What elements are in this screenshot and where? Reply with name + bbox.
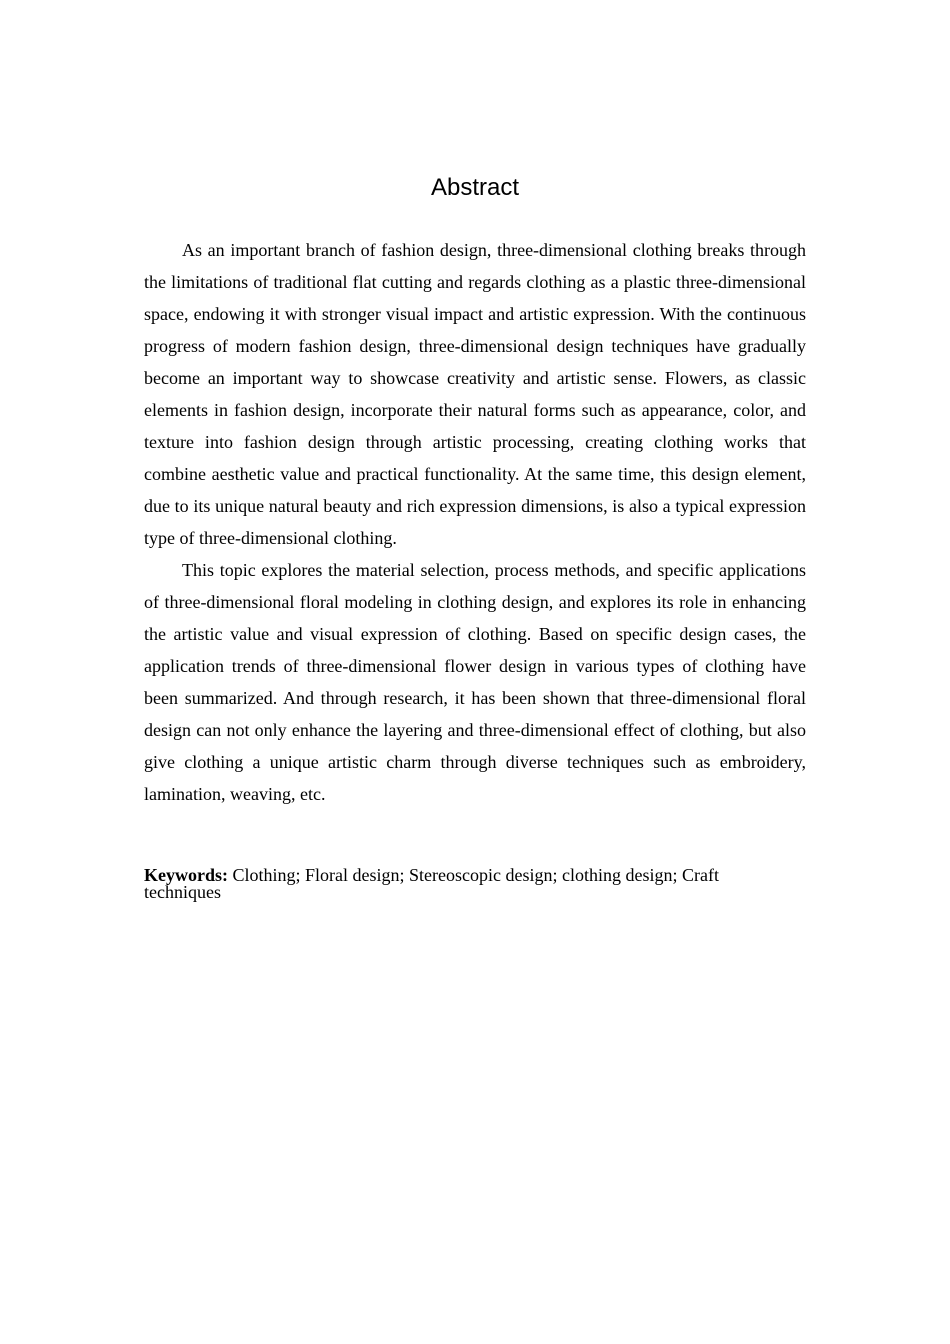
abstract-paragraph: This topic explores the material selection, process methods, and specific applications of three-dimensional floral modeling in clothing design, and explores its role in enhancing the artistic value and visual expression of clothing. Based on specific design cases, the application trends of three-dimensional flower design in various types of clothing have been summarized. And through research, it has been shown that three-dimensional floral design can not only enhance the layering and three-dimensional effect of clothing, but also give clothing a unique artistic charm through diverse techniques such as embroidery, lamination, weaving, etc. xyxy=(144,560,806,804)
abstract-body xyxy=(144,234,806,810)
keywords-value: Clothing; Floral design; Stereoscopic design; clothing design; Craft techniques xyxy=(144,865,719,902)
page-title: Abstract xyxy=(430,174,520,201)
abstract-paragraph: As an important branch of fashion design, three-dimensional clothing breaks through the limitations of traditional flat cutting and regards clothing as a plastic three-dimensional space, endowing it with stronger visual impact and artistic expression. With the continuous progress of modern fashion design, three-dimensional design techniques have gradually become an important way to showcase creativity and artistic sense. Flowers, as classic elements in fashion design, incorporate their natural forms such as appearance, color, and texture into fashion design through artistic processing, creating clothing works that combine aesthetic value and practical functionality. At the same time, this design element, due to its unique natural beauty and rich expression dimensions, is also a typical expression type of three-dimensional clothing. xyxy=(144,240,806,548)
keywords-label: Keywords: xyxy=(144,865,228,885)
keywords xyxy=(144,867,759,901)
